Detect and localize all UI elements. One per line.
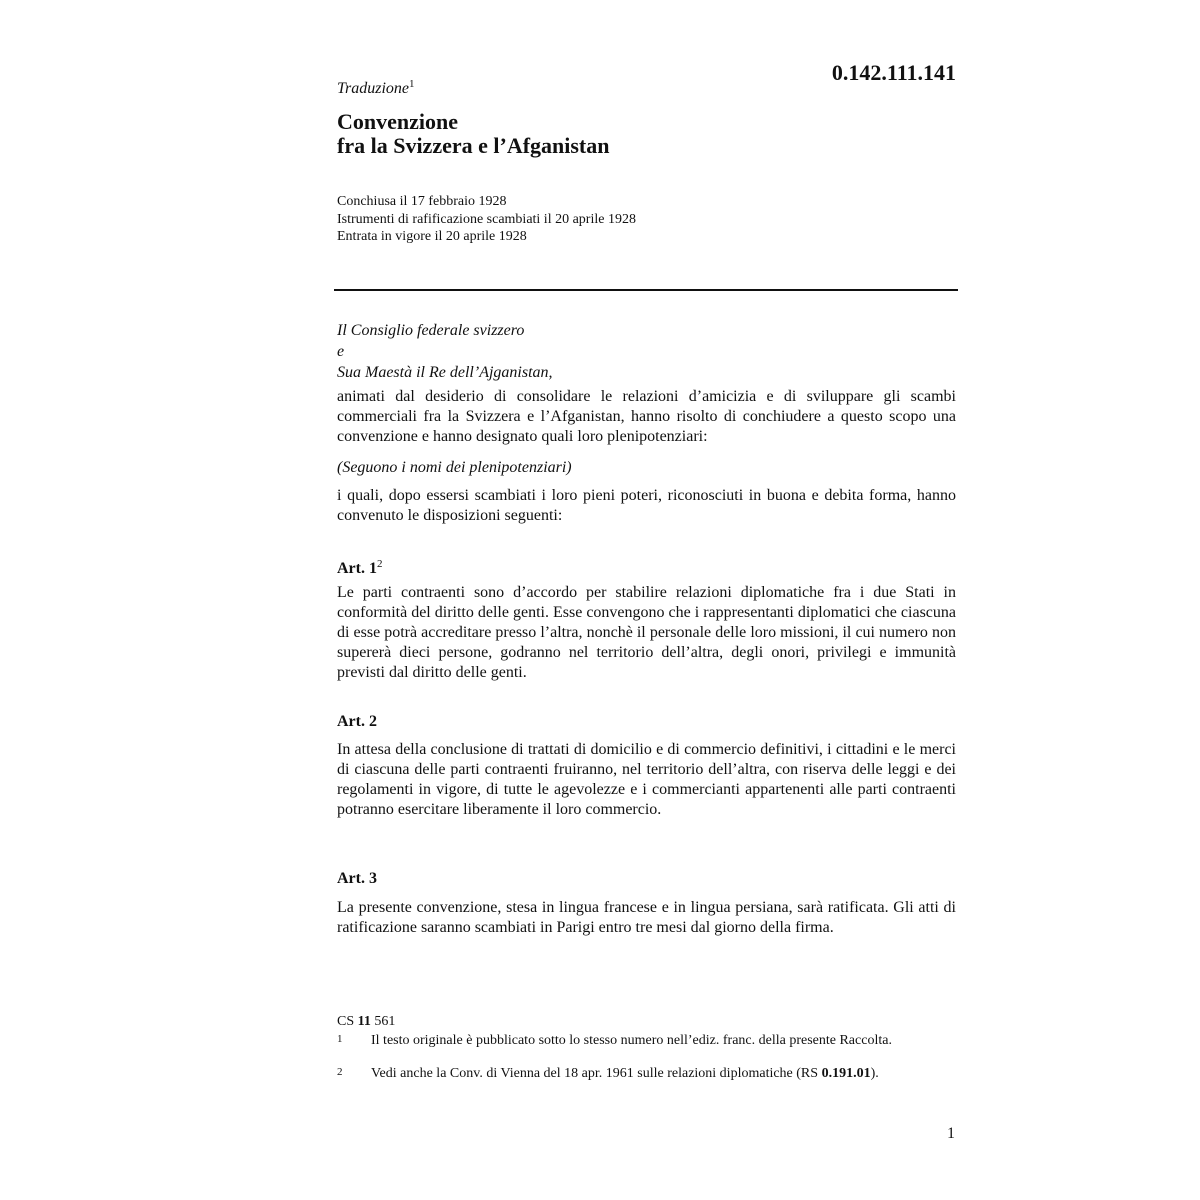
footnote-ref-1[interactable]: 1 (409, 78, 415, 90)
preamble-paragraph-2: i quali, dopo essersi scambiati i loro pieni poteri, riconosciuti in buona e debita forma, hanno convenuto le disposizioni seguenti: (337, 487, 956, 524)
party-afghanistan: Sua Maestà il Re dell’Ajganistan, (337, 364, 553, 381)
article-3-text: La presente convenzione, stesa in lingua francese e in lingua persiana, sarà ratificata. Gli atti di ratificazione saranno scambiati in Parigi entro tre mesi dal giorno della firma. (337, 899, 956, 936)
footnote-2-number: 2 (337, 1066, 343, 1078)
article-1-text: Le parti contraenti sono d’accordo per stabilire relazioni diplomatiche fra i due Stati in conformità del diritto delle genti. Esse convengono che i rappresentanti diplomatici che ciascuna di esse potrà accreditare presso l’altra, nonchè il personale delle loro missioni, il cui numero non supererà dieci persone, godranno nel territorio dell’altra, degli onori, privilegi e immunità previsti dal diritto delle genti. (337, 584, 956, 681)
cs-volume: 11 (357, 1014, 371, 1029)
systematic-number: 0.142.111.141 (831, 60, 956, 85)
article-1-heading (337, 554, 382, 579)
concluded-date: Conchiusa il 17 febbraio 1928 (337, 194, 507, 209)
treaty-dates (337, 193, 636, 246)
footnote-2-text: Vedi anche la Conv. di Vienna del 18 apr. 1961 sulle relazioni diplomatiche (RS (371, 1066, 819, 1081)
article-1-heading-text: Art. 1 (337, 560, 377, 577)
preamble-paragraph-1: animati dal desiderio di consolidare le relazioni d’amicizia e di sviluppare gli scambi commerciali fra la Svizzera e l’Afganistan, hanno risolto di conchiudere a questo scopo una convenzione e hanno designato quali loro plenipotenziari: (337, 388, 956, 445)
article-2-heading: Art. 2 (337, 713, 377, 730)
contracting-parties (337, 320, 553, 383)
cs-prefix: CS (337, 1014, 355, 1029)
footnote-2-closing: ). (870, 1066, 879, 1081)
footnote-1 (337, 1033, 937, 1049)
header-divider (334, 289, 958, 291)
footnote-2-body (371, 1066, 937, 1082)
title-line-2: fra la Svizzera e l’Afganistan (337, 133, 610, 158)
ratification-date: Istrumenti di rafificazione scambiati il 20 aprile 1928 (337, 211, 636, 227)
translation-label-text: Traduzione (337, 80, 410, 97)
footnote-2 (337, 1066, 937, 1082)
cs-page: 561 (374, 1014, 396, 1029)
cs-reference (337, 1013, 395, 1030)
entry-into-force-date: Entrata in vigore il 20 aprile 1928 (337, 229, 527, 244)
article-3-heading: Art. 3 (337, 870, 377, 887)
footnote-1-number: 1 (337, 1033, 343, 1045)
rs-number-link[interactable]: 0.191.01 (821, 1066, 871, 1081)
document-title (337, 110, 610, 158)
plenipotentiaries-note: (Seguono i nomi dei plenipotenziari) (337, 459, 572, 476)
footnote-1-text: Il testo originale è pubblicato sotto lo stesso numero nell’ediz. franc. della presente Raccolta. (371, 1033, 892, 1048)
article-2-text: In attesa della conclusione di trattati di domicilio e di commercio definitivi, i cittadini e le merci di ciascuna delle parti contraenti fruiranno, nel territorio dell’altra, con riserva delle leggi e dei regolamenti in vigore, di tutte le agevolezze e i commercianti appartenenti alle parti contraenti potranno esercitare liberamente il loro commercio. (337, 741, 956, 818)
title-line-1: Convenzione (337, 109, 458, 134)
party-switzerland: Il Consiglio federale svizzero (337, 322, 525, 339)
translation-label (337, 74, 415, 99)
page-number: 1 (947, 1125, 955, 1142)
footnote-ref-2[interactable]: 2 (376, 558, 383, 570)
party-conjunction: e (337, 343, 345, 360)
